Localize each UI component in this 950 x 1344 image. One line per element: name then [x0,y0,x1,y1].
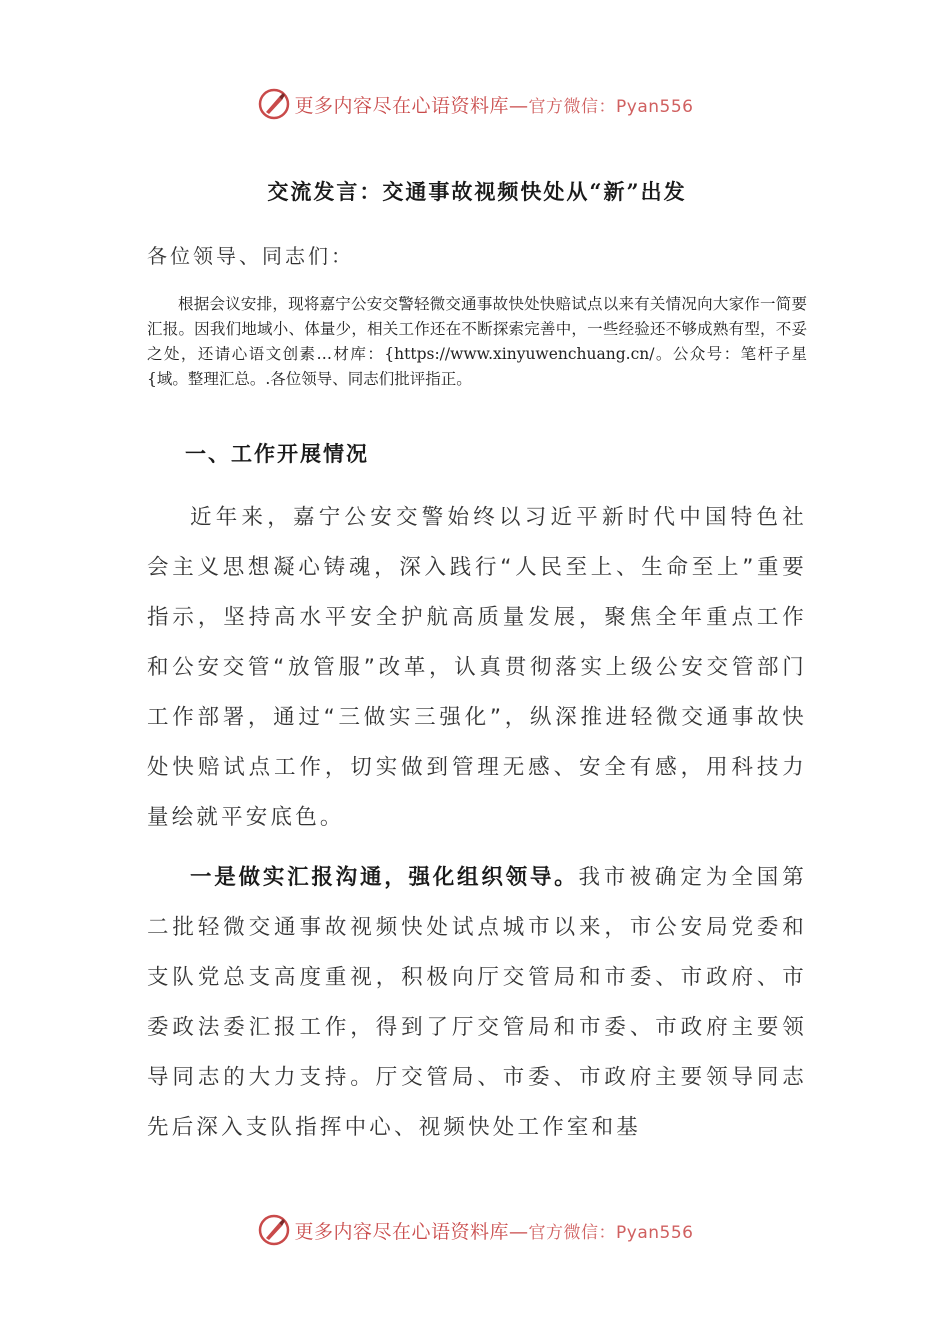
banner-text: 更多内容尽在心语资料库 [294,1220,510,1243]
document-title: 交流发言：交通事故视频快处从“新”出发 [267,179,687,204]
paragraph-2-text: 我市被确定为全国第二批轻微交通事故视频快处试点城市以来，市公安局党委和支队党总支高度重视，积极向厅交管局和市委、市政府、市委政法委汇报工作，得到了厅交管局和市委、市政府主要领导同志的大力支持。厅交管局、市委、市政府主要领导同志先后深入支队指挥中心、视频快处工作室和基 [147,865,807,1140]
banner-dash: — [509,94,529,117]
footer-banner [0,1210,950,1250]
header-banner [0,84,950,124]
banner-text: 更多内容尽在心语资料库 [294,94,510,117]
paragraph-1: 近年来，嘉宁公安交警始终以习近平新时代中国特色社会主义思想凝心铸魂，深入践行“人民至上、生命至上”重要指示，坚持高水平安全护航高质量发展，聚焦全年重点工作和公安交管“放管服”改革，认真贯彻落实上级公安交管部门工作部署，通过“三做实三强化”，纵深推进轻微交通事故快处快赔试点工作，切实做到管理无感、安全有感，用科技力量绘就平安底色。 [147,505,807,830]
paragraph-2 [147,853,807,1153]
greeting: 各位领导、同志们： [147,244,354,268]
intro-paragraph: 根据会议安排，现将嘉宁公安交警轻微交通事故快处快赔试点以来有关情况向大家作一简要汇报。因我们地域小、体量少，相关工作还在不断探索完善中，一些经验还不够成熟有型，不妥之处，还请心语文创素…材库：{https://www.xinyuwenchuang.cn/。公众号：笔杆子星{域。整理汇总。.各位领导、同志们批评指正。 [147,295,807,388]
banner-suffix: 官方微信：Pyan556 [528,1222,694,1243]
banner-dash: — [509,1220,529,1243]
pen-logo-icon [257,1213,291,1247]
pen-logo-icon [257,87,291,121]
banner-suffix: 官方微信：Pyan556 [528,96,694,117]
section-heading: 一、工作开展情况 [185,441,369,466]
paragraph-2-lead: 一是做实汇报沟通，强化组织领导。 [190,865,579,890]
